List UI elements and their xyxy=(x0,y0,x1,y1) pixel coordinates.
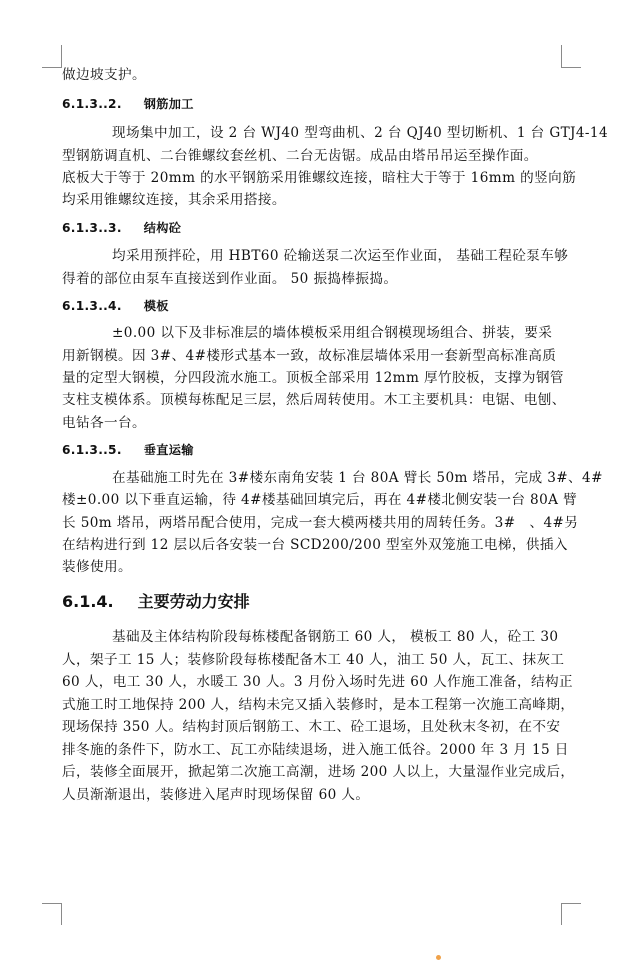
decorative-dot xyxy=(436,955,441,960)
body-line: 人员渐渐退出，装修进入尾声时现场保留 60 人。 xyxy=(62,787,370,803)
body-line: 长 50m 塔吊，两塔吊配合使用，完成一套大模两楼共用的周转任务。3# 、4#另 xyxy=(62,515,579,531)
body-line: 装修使用。 xyxy=(62,559,132,575)
body-line: 在基础施工时先在 3#楼东南角安装 1 台 80A 臂长 50m 塔吊，完成 3#、4# xyxy=(112,470,603,486)
crop-mark-bottom-left-h xyxy=(42,903,62,904)
body-line: 式施工时工地保持 200 人，结构未完又插入装修时，是本工程第一次施工高峰期， xyxy=(62,697,575,713)
body-line: 用新钢模。因 3#、4#楼形式基本一致，故标准层墙体采用一套新型高标准高质 xyxy=(62,348,557,364)
body-line: 楼±0.00 以下垂直运输，待 4#楼基础回填完后，再在 4#楼北侧安装一台 80A 臂 xyxy=(62,492,578,508)
crop-mark-top-left-h xyxy=(42,67,62,68)
section-heading-formwork xyxy=(62,297,169,314)
body-line: 60 人，电工 30 人，水暖工 30 人。3 月份入场时先进 60 人作施工准备，结构正 xyxy=(62,674,574,690)
body-line: 均采用预拌砼，用 HBT60 砼输送泵二次运至作业面， 基础工程砼泵车够 xyxy=(112,248,569,264)
body-line: 型钢筋调直机、二台锥螺纹套丝机、二台无齿锯。成品由塔吊吊运至操作面。 xyxy=(62,148,538,164)
body-line: 人，架子工 15 人；装修阶段每栋楼配备木工 40 人，油工 50 人，瓦工、抹灰工 xyxy=(62,652,565,668)
body-line: 量的定型大钢模，分四段流水施工。顶板全部采用 12mm 厚竹胶板，支撑为钢管 xyxy=(62,370,564,386)
crop-mark-bottom-right-v xyxy=(561,903,562,925)
section-title: 主要劳动力安排 xyxy=(137,592,250,611)
section-heading-rebar xyxy=(62,95,194,112)
body-line: 电钻各一台。 xyxy=(62,415,146,431)
body-line: 得着的部位由泵车直接送到作业面。 50 振捣棒振捣。 xyxy=(62,271,398,287)
section-number: 6.1.3..2. xyxy=(62,97,122,111)
crop-mark-top-right-h xyxy=(561,67,581,68)
body-line: 支柱支模体系。顶模每栋配足三层，然后周转使用。木工主要机具：电锯、电刨、 xyxy=(62,392,566,408)
body-line: ±0.00 以下及非标准层的墙体模板采用组合钢模现场组合、拼装，要采 xyxy=(112,325,553,341)
body-line: 排冬施的条件下，防水工、瓦工亦陆续退场，进入施工低谷。2000 年 3 月 15 日 xyxy=(62,742,569,758)
body-line: 基础及主体结构阶段每栋楼配备钢筋工 60 人， 模板工 80 人，砼工 30 xyxy=(112,629,559,645)
body-line: 底板大于等于 20mm 的水平钢筋采用锥螺纹连接，暗柱大于等于 16mm 的竖向筋 xyxy=(62,170,577,186)
crop-mark-bottom-left-v xyxy=(61,903,62,925)
section-heading-vertical-transport xyxy=(62,441,194,458)
section-title: 结构砼 xyxy=(143,221,182,235)
section-number: 6.1.3..4. xyxy=(62,299,122,313)
section-title: 模板 xyxy=(143,299,169,313)
section-number: 6.1.3..3. xyxy=(62,221,122,235)
section-title: 钢筋加工 xyxy=(143,97,194,111)
section-heading-labor xyxy=(62,589,250,612)
body-line: 现场集中加工，设 2 台 WJ40 型弯曲机、2 台 QJ40 型切断机、1 台 GTJ4-14 xyxy=(112,125,609,141)
section-title: 垂直运输 xyxy=(143,443,194,457)
body-line: 均采用锥螺纹连接，其余采用搭接。 xyxy=(62,192,286,208)
section-number: 6.1.3..5. xyxy=(62,443,122,457)
body-line: 后，装修全面展开，掀起第二次施工高潮，进场 200 人以上，大量湿作业完成后， xyxy=(62,764,575,780)
crop-mark-bottom-right-h xyxy=(561,903,581,904)
body-line: 现场保持 350 人。结构封顶后钢筋工、木工、砼工退场，且处秋末冬初，在不安 xyxy=(62,719,561,735)
crop-mark-top-right-v xyxy=(561,45,562,67)
section-number: 6.1.4. xyxy=(62,592,114,611)
body-line: 在结构进行到 12 层以后各安装一台 SCD200/200 型室外双笼施工电梯，供插入 xyxy=(62,537,568,553)
body-line: 做边坡支护。 xyxy=(62,67,146,83)
section-heading-concrete xyxy=(62,219,181,236)
